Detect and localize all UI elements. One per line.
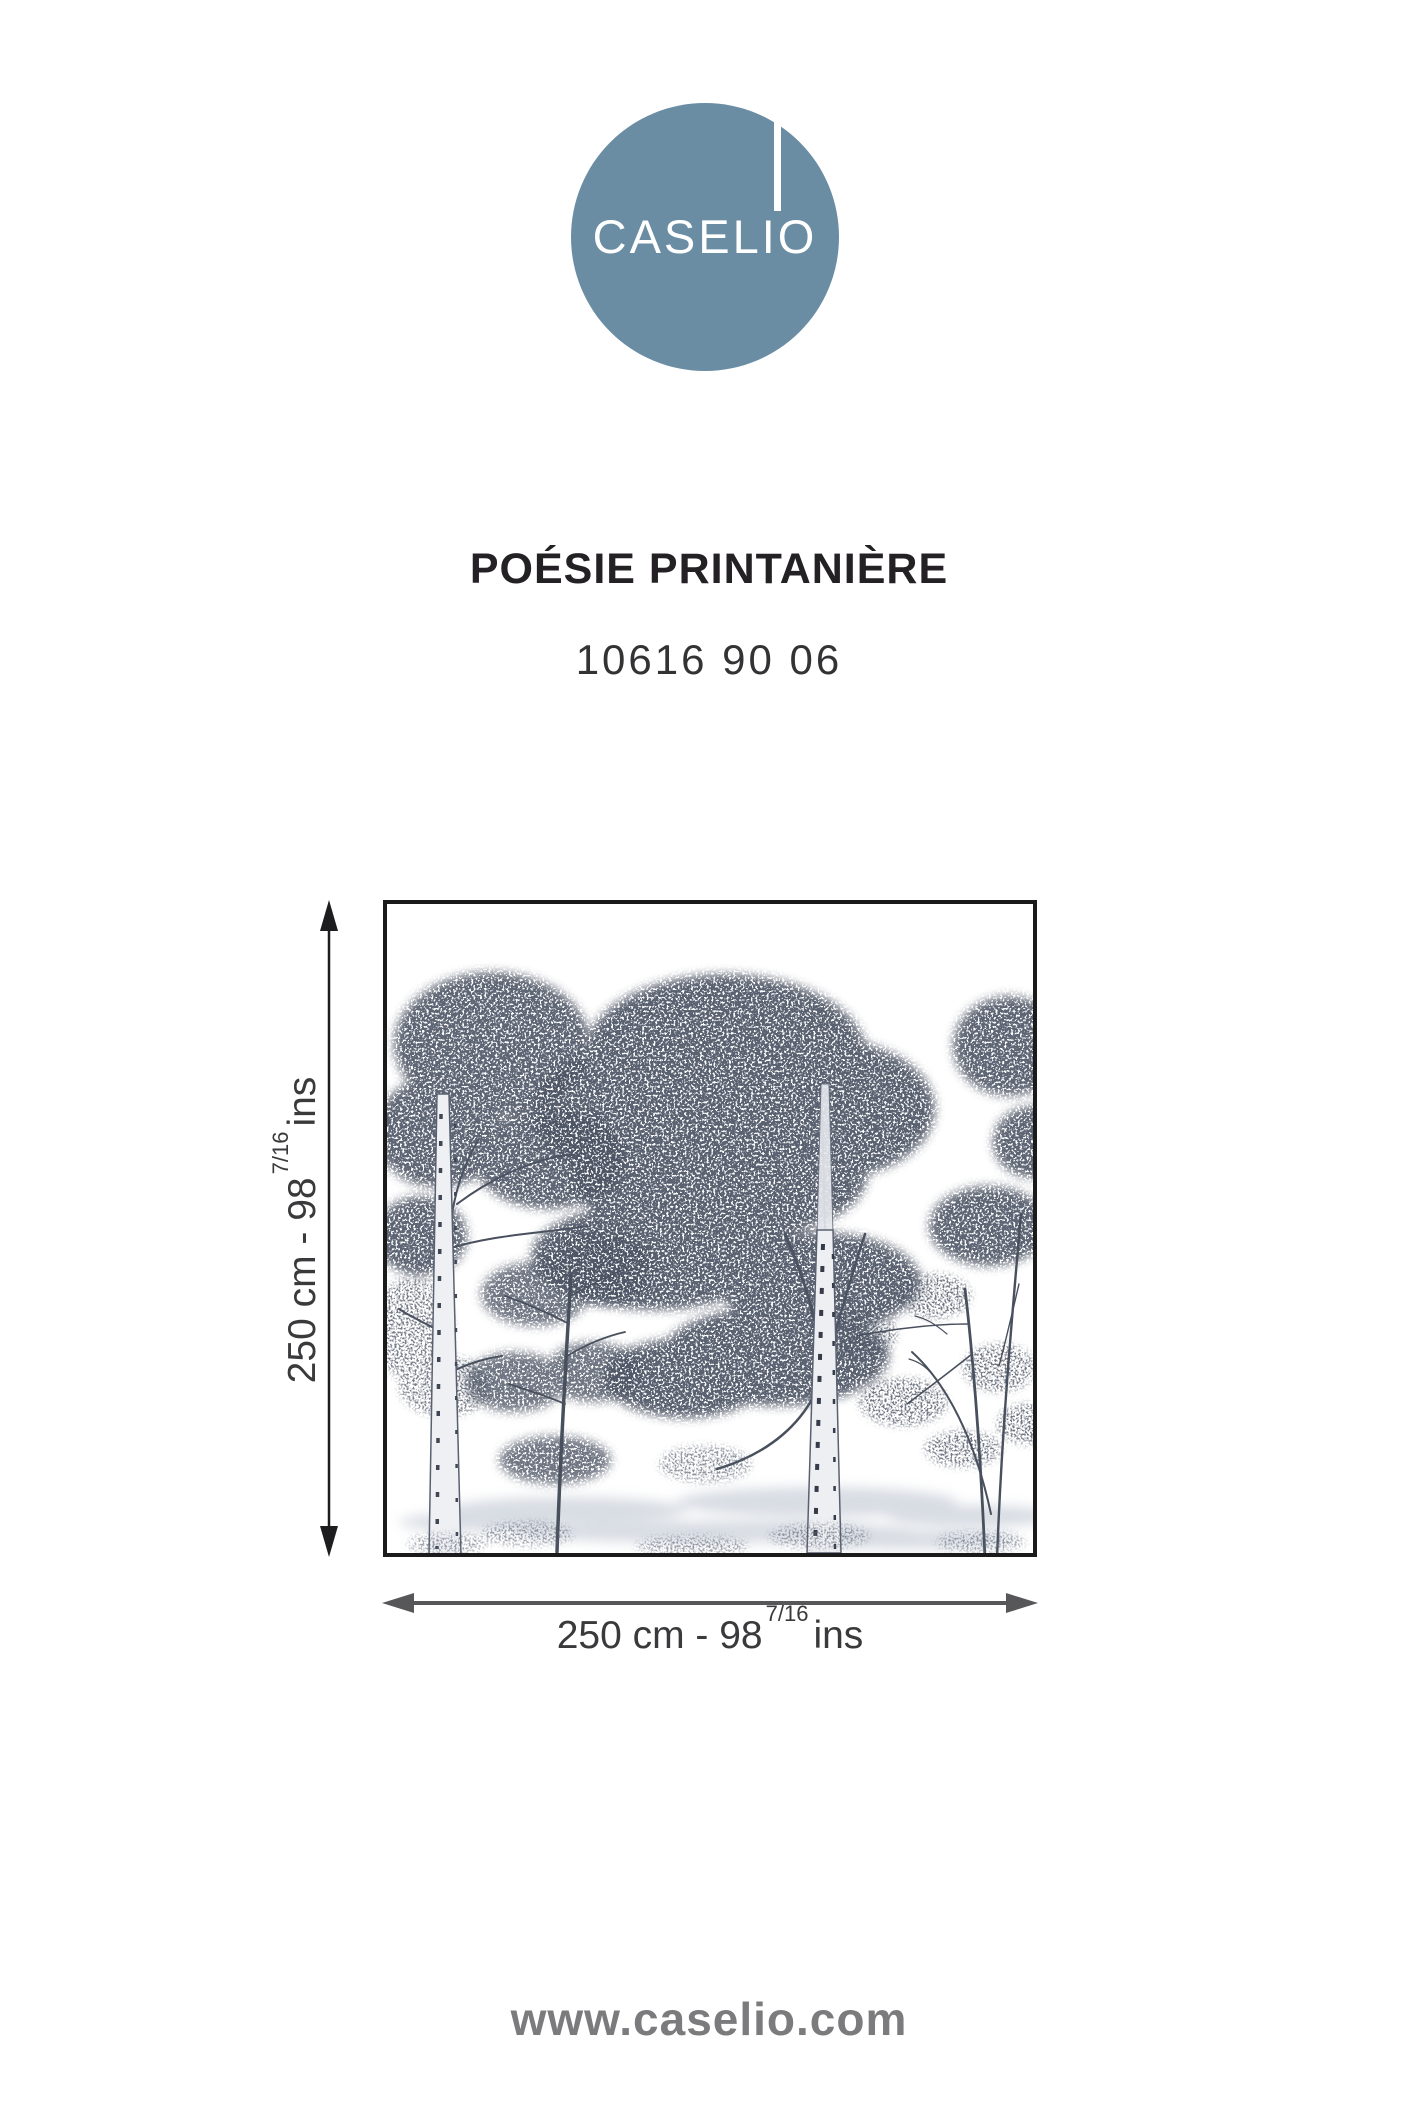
- product-mural-frame: [383, 900, 1037, 1557]
- width-value: 250 cm - 98: [556, 1614, 763, 1657]
- product-reference: 10616 90 06: [575, 636, 843, 683]
- height-fraction: 7/16: [268, 1131, 293, 1175]
- width-unit: ins: [813, 1614, 864, 1657]
- height-value: 250 cm - 98: [281, 1177, 324, 1384]
- brand-logo-text: CASELIO: [592, 210, 818, 263]
- width-dimension-arrow: [380, 1589, 1040, 1617]
- width-fraction: 7/16: [765, 1601, 809, 1626]
- height-dimension-label: [268, 980, 325, 1480]
- product-name: POÉSIE PRINTANIÈRE: [469, 545, 949, 593]
- height-unit: ins: [281, 1076, 324, 1127]
- logo-i-ascender-icon: [774, 86, 781, 211]
- width-dimension-label: [383, 1601, 1037, 1658]
- sketched-trees-mural: [387, 904, 1033, 1553]
- website-link[interactable]: www.caselio.com: [510, 1993, 908, 2045]
